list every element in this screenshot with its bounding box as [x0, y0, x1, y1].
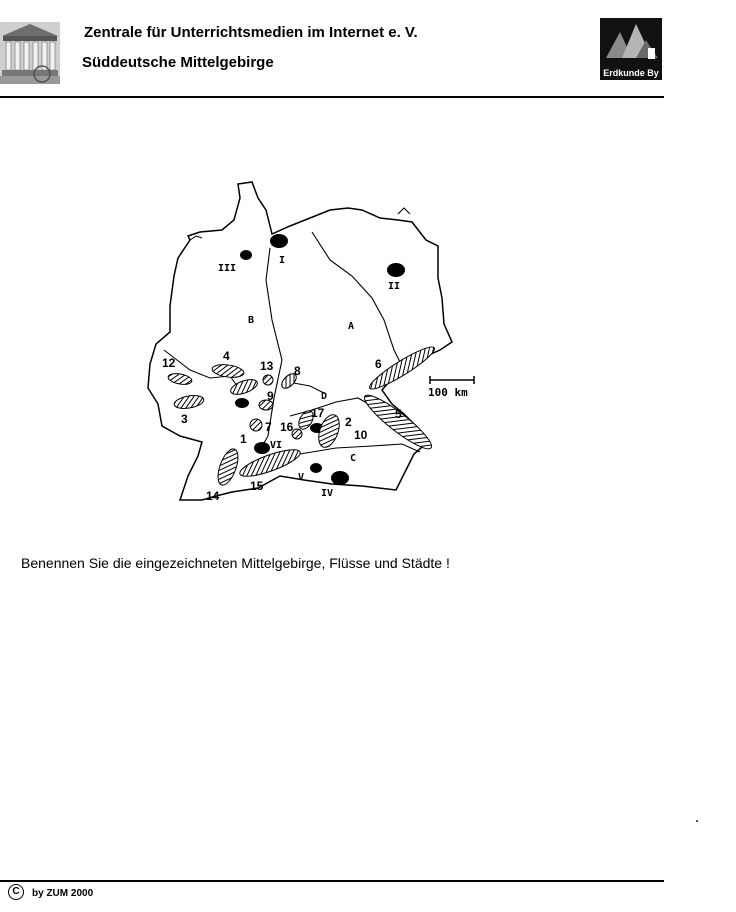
task-instruction: Benennen Sie die eingezeichneten Mittelgebirge, Flüsse und Städte !: [21, 555, 450, 571]
range-label-13: 13: [260, 359, 274, 373]
range-label-14: 14: [206, 489, 220, 503]
range-label-4: 4: [223, 349, 230, 363]
city-VI: [254, 442, 270, 454]
range-label-17: 17: [311, 406, 325, 420]
city-label-V: V: [298, 472, 305, 483]
header-divider: [0, 96, 664, 98]
range-16: [292, 429, 302, 439]
stray-dot: [696, 820, 698, 822]
range-13: [229, 377, 259, 398]
river-label-c: C: [350, 453, 357, 464]
range-12: [167, 372, 192, 386]
city-IV: [331, 471, 349, 485]
range-label-10: 10: [354, 428, 368, 442]
city-label-IV: IV: [321, 488, 334, 499]
germany-map: [140, 180, 500, 520]
river-label-a: A: [348, 321, 355, 332]
scale-label: 100 km: [428, 386, 468, 399]
range-7: [250, 419, 262, 431]
range-label-3: 3: [181, 412, 188, 426]
range-14: [214, 446, 242, 487]
range-label-9: 9: [267, 389, 274, 403]
page-title: Süddeutsche Mittelgebirge: [82, 54, 274, 71]
city-label-I: I: [279, 255, 286, 266]
erdkunde-badge: [600, 18, 662, 80]
river-label-d: D: [321, 391, 328, 402]
range-label-2: 2: [345, 415, 352, 429]
badge-label: Erdkunde By: [603, 68, 659, 78]
range-label-16: 16: [280, 420, 294, 434]
range-label-8: 8: [294, 364, 301, 378]
river-label-b: B: [248, 315, 255, 326]
range-label-12: 12: [162, 356, 176, 370]
river-d: [290, 398, 372, 416]
range-13-dot: [263, 375, 273, 385]
city-II: [387, 263, 405, 277]
city-near-9: [235, 398, 249, 408]
temple-logo-icon: [0, 22, 60, 84]
city-label-VI: VI: [270, 440, 283, 451]
city-V: [310, 463, 322, 473]
range-5: [359, 389, 436, 455]
range-label-7: 7: [265, 420, 272, 434]
city-label-III: III: [218, 263, 237, 274]
range-label-1: 1: [240, 432, 247, 446]
organization-name: Zentrale für Unterrichtsmedien im Internet e. V.: [84, 24, 418, 41]
range-label-5: 5: [395, 407, 402, 421]
copyright-icon: C: [8, 884, 24, 900]
range-4: [211, 363, 244, 379]
range-label-15: 15: [250, 479, 264, 493]
river-a: [312, 232, 402, 366]
footer-credit: by ZUM 2000: [32, 888, 94, 899]
range-label-6: 6: [375, 357, 382, 371]
footer-divider: [0, 880, 664, 882]
city-III: [240, 250, 252, 260]
range-3: [173, 393, 205, 410]
city-I: [270, 234, 288, 248]
city-label-II: II: [388, 281, 401, 292]
